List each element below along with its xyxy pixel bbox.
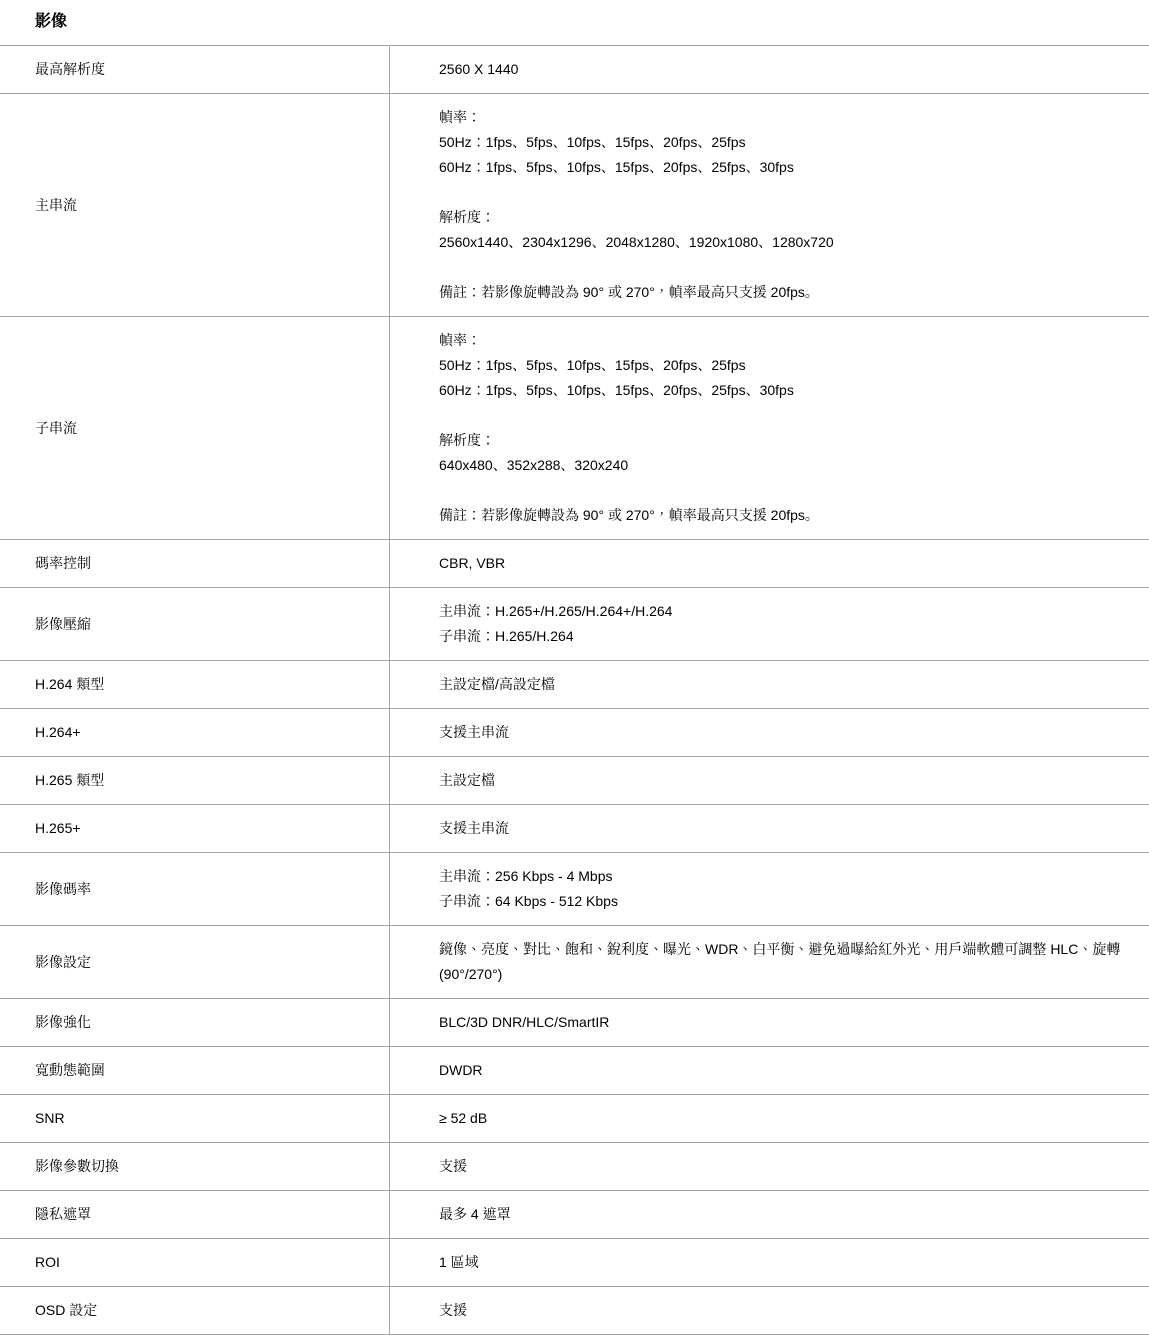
section-title: 影像 (35, 13, 68, 30)
spec-row-value (390, 317, 1149, 539)
spec-row (0, 1239, 1149, 1287)
spec-row-label: SNR (0, 1095, 390, 1142)
spec-row-label: 影像壓縮 (0, 588, 390, 660)
spec-row (0, 709, 1149, 757)
spec-row-label: H.264+ (0, 709, 390, 756)
spec-value-line: DWDR (439, 1062, 483, 1078)
spec-value-line: ≥ 52 dB (439, 1110, 488, 1126)
spec-row-label: 碼率控制 (0, 540, 390, 587)
spec-value-line (439, 255, 1137, 280)
spec-value-line: 支援 (439, 1158, 467, 1174)
spec-row-label: 影像強化 (0, 999, 390, 1046)
spec-value-line: 2560x1440、2304x1296、2048x1280、1920x1080、1280x720 (439, 234, 834, 250)
spec-value-line: 鏡像、亮度、對比、飽和、銳利度、曝光、WDR、白平衡、避免過曝給紅外光、用戶端軟體可調整 HLC、旋轉(90°/270°) (439, 941, 1121, 982)
spec-value-line: 主串流：H.265+/H.265/H.264+/H.264 (439, 603, 673, 619)
spec-value-line: 解析度： (439, 432, 495, 448)
spec-row-value (390, 1095, 1149, 1142)
spec-value-line: 子串流：64 Kbps - 512 Kbps (439, 893, 618, 909)
spec-row-label: 最高解析度 (0, 46, 390, 93)
spec-table (0, 45, 1149, 1335)
spec-row-value (390, 853, 1149, 925)
spec-row (0, 853, 1149, 926)
spec-row-value (390, 709, 1149, 756)
spec-row-value (390, 1143, 1149, 1190)
spec-row (0, 1095, 1149, 1143)
spec-row-label: OSD 設定 (0, 1287, 390, 1334)
spec-row-label: 影像設定 (0, 926, 390, 998)
spec-row (0, 805, 1149, 853)
spec-row-value (390, 757, 1149, 804)
spec-row-label: H.264 類型 (0, 661, 390, 708)
spec-value-line: 60Hz：1fps、5fps、10fps、15fps、20fps、25fps、30fps (439, 159, 794, 175)
spec-row-value (390, 661, 1149, 708)
spec-value-line: BLC/3D DNR/HLC/SmartIR (439, 1014, 610, 1030)
spec-row (0, 1287, 1149, 1334)
spec-row-value (390, 1191, 1149, 1238)
spec-value-line (439, 180, 1137, 205)
spec-row (0, 317, 1149, 540)
spec-value-line: 主設定檔 (439, 772, 495, 788)
spec-row (0, 46, 1149, 94)
spec-row-value (390, 540, 1149, 587)
spec-value-line: 幀率： (439, 109, 481, 125)
spec-row-value (390, 94, 1149, 316)
spec-value-line: 主設定檔/高設定檔 (439, 676, 555, 692)
spec-value-line: 備註：若影像旋轉設為 90° 或 270°，幀率最高只支援 20fps。 (439, 507, 819, 523)
spec-value-line: 解析度： (439, 209, 495, 225)
spec-row-value (390, 1287, 1149, 1334)
spec-row-value (390, 1239, 1149, 1286)
spec-row-label: ROI (0, 1239, 390, 1286)
spec-value-line (439, 403, 1137, 428)
spec-value-line: 640x480、352x288、320x240 (439, 457, 629, 473)
spec-row-label: H.265 類型 (0, 757, 390, 804)
spec-row-value (390, 999, 1149, 1046)
spec-row (0, 1191, 1149, 1239)
spec-row (0, 540, 1149, 588)
spec-value-line: 2560 X 1440 (439, 61, 519, 77)
spec-row (0, 661, 1149, 709)
spec-row-value (390, 588, 1149, 660)
spec-value-line: 1 區域 (439, 1254, 479, 1270)
spec-row-label: 寬動態範圍 (0, 1047, 390, 1094)
spec-row-value (390, 46, 1149, 93)
spec-row (0, 94, 1149, 317)
spec-row-label: 影像參數切換 (0, 1143, 390, 1190)
spec-value-line: 支援主串流 (439, 724, 509, 740)
spec-value-line: 支援主串流 (439, 820, 509, 836)
spec-value-line (439, 478, 1137, 503)
spec-row (0, 757, 1149, 805)
spec-row (0, 999, 1149, 1047)
spec-row (0, 1047, 1149, 1095)
spec-value-line: 支援 (439, 1302, 467, 1318)
spec-row (0, 588, 1149, 661)
spec-row-value (390, 1047, 1149, 1094)
spec-value-line: 50Hz：1fps、5fps、10fps、15fps、20fps、25fps (439, 134, 746, 150)
spec-value-line: 主串流：256 Kbps - 4 Mbps (439, 868, 613, 884)
spec-value-line: 最多 4 遮罩 (439, 1206, 511, 1222)
spec-row-label: H.265+ (0, 805, 390, 852)
spec-row-label: 隱私遮罩 (0, 1191, 390, 1238)
spec-row (0, 926, 1149, 999)
spec-row-label: 影像碼率 (0, 853, 390, 925)
spec-value-line: 幀率： (439, 332, 481, 348)
spec-row-value (390, 926, 1149, 998)
spec-value-line: 50Hz：1fps、5fps、10fps、15fps、20fps、25fps (439, 357, 746, 373)
spec-value-line: CBR, VBR (439, 555, 506, 571)
spec-row (0, 1143, 1149, 1191)
spec-row-label: 主串流 (0, 94, 390, 316)
spec-value-line: 備註：若影像旋轉設為 90° 或 270°，幀率最高只支援 20fps。 (439, 284, 819, 300)
spec-row-value (390, 805, 1149, 852)
spec-value-line: 子串流：H.265/H.264 (439, 628, 574, 644)
spec-row-label: 子串流 (0, 317, 390, 539)
spec-value-line: 60Hz：1fps、5fps、10fps、15fps、20fps、25fps、30fps (439, 382, 794, 398)
